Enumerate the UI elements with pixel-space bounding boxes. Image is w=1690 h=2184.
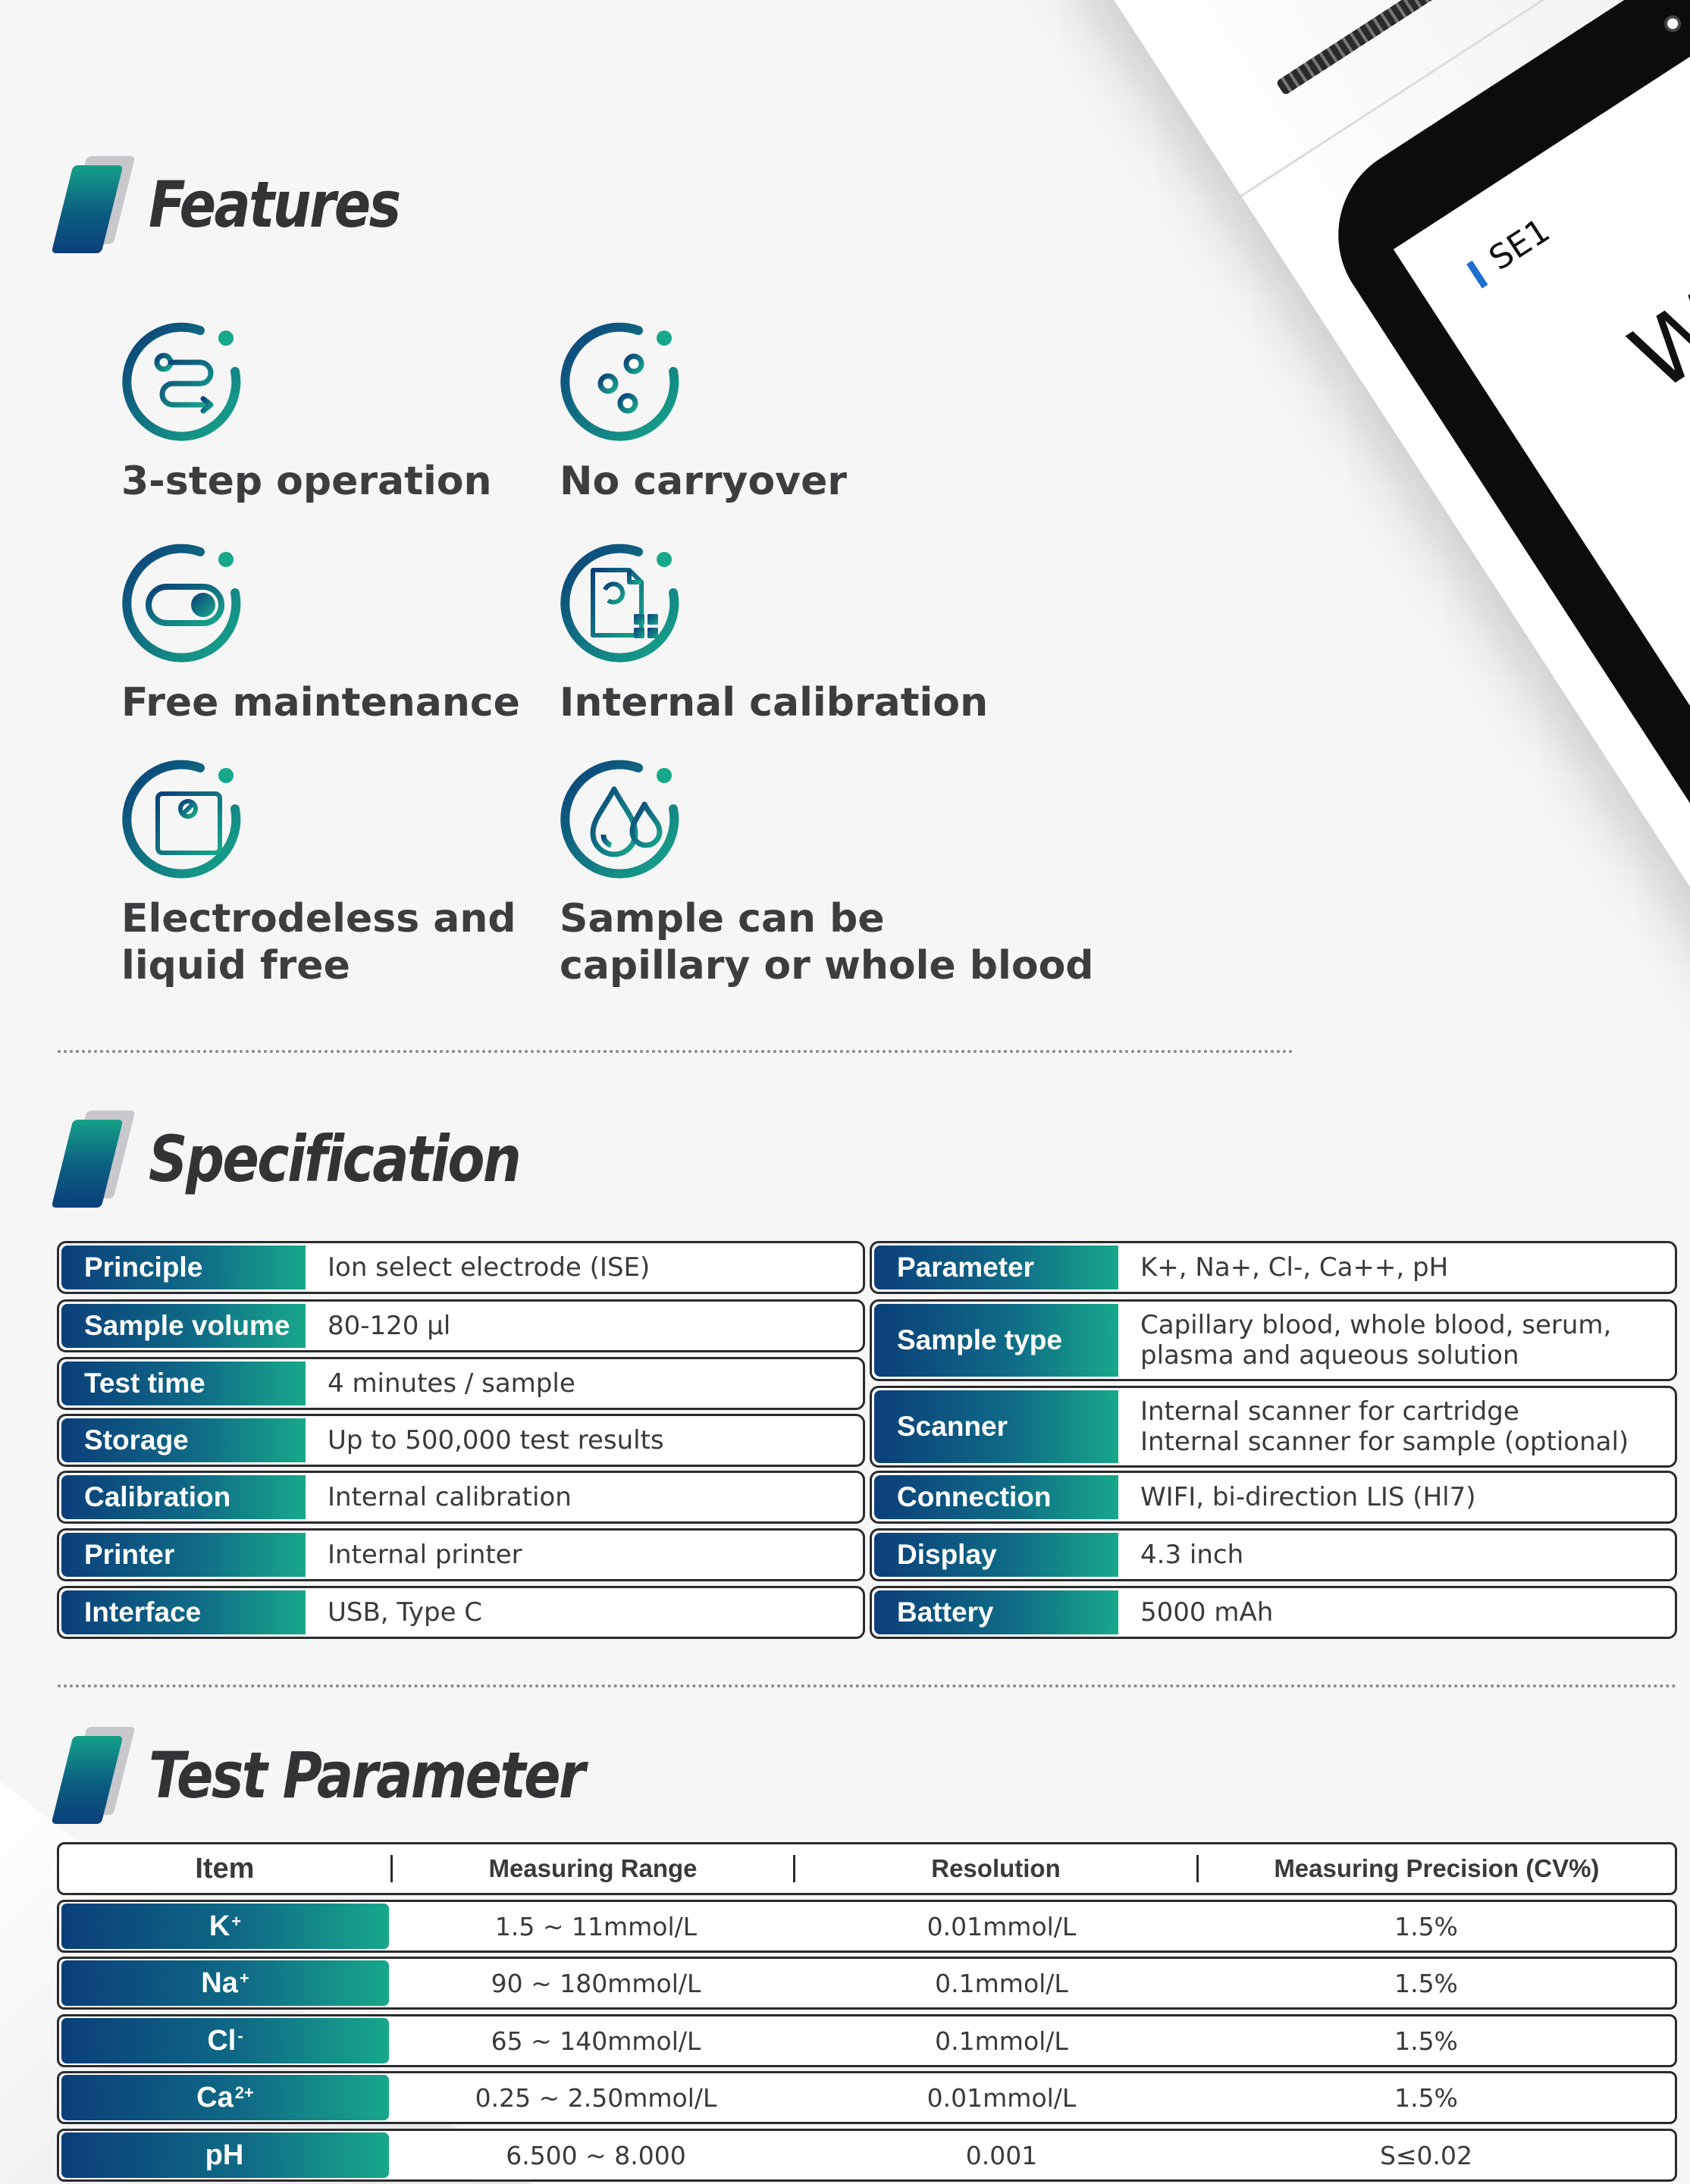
- section-divider: [58, 1050, 1293, 1053]
- specification-heading: [47, 1111, 585, 1208]
- spec-key: Printer: [61, 1533, 306, 1577]
- spec-key: Connection: [874, 1475, 1118, 1519]
- feature-label: 3-step operation: [121, 459, 492, 504]
- spec-key: Sample type: [874, 1304, 1118, 1377]
- test-table-header: [57, 1842, 1677, 1895]
- range-cell: 1.5 ~ 11mmol/L: [494, 1911, 698, 1941]
- feature-item: [121, 538, 561, 726]
- range-cell: 6.500 ~ 8.000: [506, 2140, 686, 2170]
- item-cell: Na +: [61, 1960, 389, 2006]
- item-cell: Ca $^{2+}$: [61, 2075, 389, 2120]
- spec-row: [57, 1299, 865, 1352]
- feature-item: [560, 754, 1094, 989]
- spec-key: Principle: [61, 1246, 306, 1289]
- spec-value: WIFI, bi-direction LIS (Hl7): [1140, 1482, 1476, 1512]
- table-row: [57, 2014, 1677, 2067]
- precision-cell: 1.5%: [1394, 1968, 1458, 1998]
- section-marker-icon: [47, 156, 138, 253]
- spec-value: Internal printer: [328, 1540, 522, 1570]
- device-model: SE1: [1482, 211, 1557, 278]
- spec-row: [870, 1299, 1677, 1381]
- table-row: [57, 1900, 1677, 1953]
- spec-row: [57, 1586, 865, 1639]
- features-title: Features: [149, 168, 400, 242]
- blood-drops-icon: [560, 754, 693, 888]
- features-heading: [47, 156, 444, 253]
- spec-row: [870, 1386, 1677, 1468]
- section-marker-icon: [47, 1111, 138, 1208]
- column-header: Measuring Range: [488, 1854, 698, 1882]
- spec-row: [57, 1241, 865, 1294]
- feature-label: Internal calibration: [560, 680, 989, 725]
- feature-label: No carryover: [560, 459, 847, 504]
- workflow-icon: [121, 317, 255, 450]
- resolution-cell: 0.01mmol/L: [927, 1911, 1077, 1941]
- feature-item: [121, 317, 561, 505]
- range-cell: 90 ~ 180mmol/L: [491, 1968, 701, 1998]
- spec-value: 5000 mAh: [1140, 1597, 1274, 1628]
- spec-value: Capillary blood, whole blood, serum, plasma and aqueous solution: [1140, 1310, 1612, 1371]
- column-header: Resolution: [931, 1854, 1061, 1882]
- resolution-cell: 0.001: [965, 2140, 1038, 2170]
- section-divider: [58, 1684, 1677, 1687]
- spec-row: [57, 1528, 865, 1581]
- table-row: [57, 2071, 1677, 2124]
- spec-value: USB, Type C: [328, 1597, 483, 1628]
- spec-row: [870, 1586, 1677, 1639]
- precision-cell: 1.5%: [1394, 2082, 1458, 2113]
- spec-value: 4.3 inch: [1140, 1540, 1244, 1570]
- item-cell: pH: [61, 2132, 389, 2178]
- spec-row: [57, 1357, 865, 1410]
- spec-value: Internal calibration: [328, 1482, 572, 1512]
- spec-key: Calibration: [61, 1475, 306, 1519]
- spec-row: [57, 1414, 865, 1467]
- precision-cell: S≤0.02: [1379, 2140, 1473, 2170]
- spec-value: 80-120 µl: [328, 1311, 451, 1341]
- spec-row: [870, 1241, 1677, 1294]
- feature-label: Sample can be capillary or whole blood: [560, 896, 1094, 989]
- resolution-cell: 0.01mmol/L: [927, 2082, 1077, 2113]
- precision-cell: 1.5%: [1394, 1911, 1458, 1941]
- item-cell: Cl -: [61, 2018, 389, 2063]
- item-cell: K +: [61, 1904, 389, 1949]
- precision-cell: 1.5%: [1394, 2026, 1458, 2056]
- range-cell: 65 ~ 140mmol/L: [491, 2026, 701, 2056]
- column-header: Item: [195, 1852, 255, 1885]
- battery-electrode-icon: [121, 754, 255, 888]
- spec-value: Ion select electrode (ISE): [328, 1252, 651, 1283]
- toggle-icon: [121, 538, 255, 672]
- feature-item: [560, 538, 999, 726]
- spec-key: Storage: [61, 1418, 306, 1462]
- spec-row: [57, 1471, 865, 1524]
- test-parameter-heading: [47, 1727, 660, 1824]
- analyzer-device-image: [952, 0, 1690, 1072]
- spec-value: Up to 500,000 test results: [328, 1425, 664, 1455]
- section-marker-icon: [47, 1727, 138, 1824]
- calibration-document-icon: [560, 538, 693, 672]
- spec-key: Battery: [874, 1590, 1118, 1634]
- spec-row: [870, 1471, 1677, 1524]
- sliders-icon: [560, 317, 693, 450]
- resolution-cell: 0.1mmol/L: [935, 2026, 1068, 2056]
- feature-item: [121, 754, 561, 989]
- feature-label: Free maintenance: [121, 680, 520, 725]
- spec-value: Internal scanner for cartridge Internal scanner for sample (optional): [1140, 1396, 1629, 1457]
- spec-key: Test time: [61, 1361, 306, 1405]
- table-row: [57, 1957, 1677, 2010]
- feature-item: [560, 317, 999, 505]
- range-cell: 0.25 ~ 2.50mmol/L: [475, 2082, 717, 2113]
- spec-key: Interface: [61, 1590, 306, 1634]
- spec-value: 4 minutes / sample: [328, 1368, 575, 1399]
- spec-key: Display: [874, 1533, 1118, 1577]
- table-row: [57, 2129, 1677, 2182]
- specification-title: Specification: [149, 1122, 520, 1196]
- spec-key: Scanner: [874, 1390, 1118, 1463]
- spec-row: [870, 1528, 1677, 1581]
- spec-key: Parameter: [874, 1246, 1118, 1289]
- spec-key: Sample volume: [61, 1304, 306, 1348]
- feature-label: Electrodeless and liquid free: [121, 896, 516, 989]
- resolution-cell: 0.1mmol/L: [935, 1968, 1068, 1998]
- spec-value: K+, Na+, Cl-, Ca++, pH: [1140, 1252, 1449, 1283]
- column-header: Measuring Precision (CV%): [1274, 1854, 1600, 1882]
- test-parameter-title: Test Parameter: [149, 1738, 584, 1813]
